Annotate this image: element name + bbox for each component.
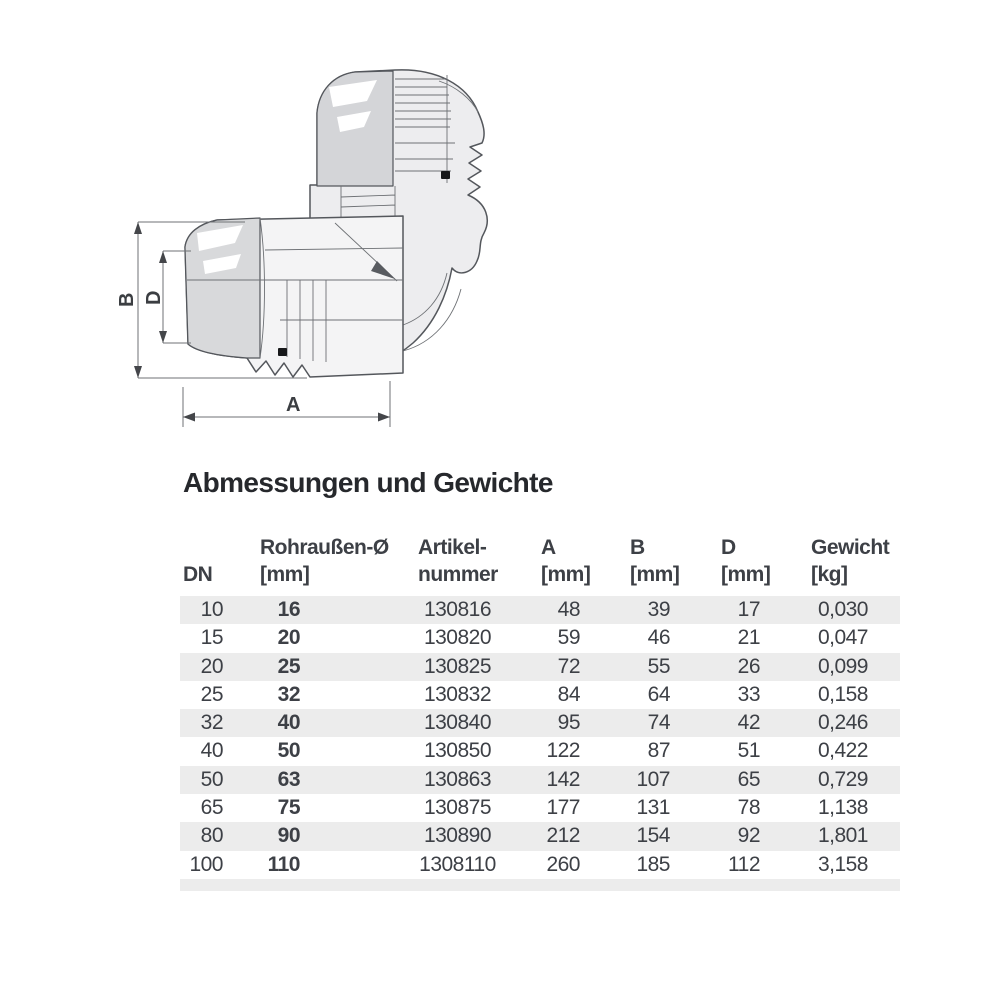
cell-dn: 25 (200, 682, 223, 706)
header-rohraussen (235, 534, 395, 588)
cell-artikelnummer: 130816 (423, 598, 492, 621)
cell-d: 33 (737, 682, 760, 706)
cell-dn: 20 (200, 654, 223, 678)
cell-a: 177 (546, 796, 580, 820)
cell-d: 112 (728, 852, 760, 876)
cell-rohraussen: 20 (277, 626, 300, 650)
cell-rohraussen: 32 (277, 682, 300, 706)
cell-rohraussen: 110 (267, 852, 300, 876)
cell-gewicht: 0,030 (817, 598, 868, 621)
header-dn (180, 534, 235, 588)
cell-dn: 15 (200, 626, 223, 650)
cell-artikelnummer: 130820 (423, 626, 492, 650)
cell-a: 95 (557, 711, 580, 735)
header-a (520, 534, 595, 588)
header-line1: Gewicht (811, 536, 890, 559)
cell-b: 107 (636, 767, 670, 791)
cell-gewicht: 0,729 (817, 767, 868, 791)
cell-dn: 40 (200, 739, 223, 763)
cell-b: 185 (636, 852, 670, 876)
cell-dn: 32 (200, 711, 223, 735)
o-ring-dot (441, 171, 450, 179)
table-row (180, 822, 900, 850)
table-row (180, 766, 900, 794)
cell-gewicht: 3,158 (817, 852, 868, 876)
header-b (595, 534, 685, 588)
cell-rohraussen: 90 (277, 824, 300, 848)
cell-d: 17 (737, 598, 760, 621)
cell-gewicht: 0,422 (817, 739, 868, 763)
table-row (180, 653, 900, 681)
cell-gewicht: 0,099 (817, 654, 868, 678)
header-artikelnummer (395, 534, 520, 588)
header-line2: [mm] (260, 563, 310, 586)
table-row (180, 737, 900, 765)
cell-a: 72 (557, 654, 580, 678)
table-body (180, 596, 900, 879)
cell-artikelnummer: 1308110 (419, 852, 496, 876)
cell-a: 84 (557, 682, 580, 706)
cell-d: 92 (737, 824, 760, 848)
table-footer-strip (180, 879, 900, 891)
lower-socket (185, 216, 403, 377)
table-row (180, 596, 900, 624)
table-row (180, 681, 900, 709)
dim-label-d: D (143, 291, 165, 305)
cell-rohraussen: 50 (277, 739, 300, 763)
table-row (180, 851, 900, 879)
header-d (685, 534, 775, 588)
cell-b: 64 (647, 682, 670, 706)
cell-d: 51 (737, 739, 760, 763)
cell-gewicht: 1,138 (817, 796, 868, 820)
dim-label-b: B (116, 293, 138, 307)
cell-a: 48 (557, 598, 580, 621)
cell-gewicht: 0,246 (817, 711, 868, 735)
cell-d: 21 (737, 626, 760, 650)
header-line1: Artikel- (418, 536, 487, 559)
cell-dn: 50 (200, 767, 223, 791)
cell-b: 46 (647, 626, 670, 650)
cell-b: 55 (647, 654, 670, 678)
cell-dn: 100 (189, 852, 223, 876)
cell-dn: 10 (200, 598, 223, 621)
header-gewicht (775, 534, 900, 588)
cell-dn: 65 (200, 796, 223, 820)
cell-gewicht: 0,047 (817, 626, 868, 650)
cell-artikelnummer: 130850 (423, 739, 492, 763)
cell-a: 142 (546, 767, 580, 791)
fitting-technical-drawing (95, 55, 535, 465)
cell-a: 260 (546, 852, 580, 876)
cell-d: 26 (737, 654, 760, 678)
cell-gewicht: 1,801 (817, 824, 868, 848)
header-line2: [mm] (630, 563, 680, 586)
dimensions-table (180, 534, 900, 891)
cell-b: 74 (647, 711, 670, 735)
cell-rohraussen: 75 (277, 796, 300, 820)
header-line1: D (721, 536, 736, 559)
cell-artikelnummer: 130863 (423, 767, 492, 791)
cell-d: 42 (737, 711, 760, 735)
o-ring-dot (278, 348, 287, 356)
cell-artikelnummer: 130840 (423, 711, 492, 735)
cell-rohraussen: 25 (277, 654, 300, 678)
cell-dn: 80 (200, 824, 223, 848)
header-line1: Rohraußen-Ø (260, 536, 389, 559)
cell-d: 65 (737, 767, 760, 791)
header-line1: B (630, 536, 645, 559)
header-line2: [mm] (721, 563, 771, 586)
cell-a: 122 (546, 739, 580, 763)
cell-rohraussen: 63 (277, 767, 300, 791)
table-row (180, 794, 900, 822)
cell-rohraussen: 40 (277, 711, 300, 735)
table-header (180, 534, 900, 588)
page-title: Abmessungen und Gewichte (183, 467, 553, 498)
header-line2: DN (183, 563, 213, 586)
table-row (180, 624, 900, 652)
header-line1 (183, 534, 235, 561)
cell-artikelnummer: 130825 (423, 654, 492, 678)
cell-gewicht: 0,158 (817, 682, 868, 706)
table-row (180, 709, 900, 737)
cell-b: 87 (647, 739, 670, 763)
cell-a: 59 (557, 626, 580, 650)
cell-artikelnummer: 130890 (423, 824, 492, 848)
header-line1: A (541, 536, 556, 559)
cell-rohraussen: 16 (277, 598, 300, 621)
header-line2: [mm] (541, 563, 591, 586)
header-line2: nummer (418, 563, 498, 586)
cell-b: 131 (636, 796, 670, 820)
cell-b: 154 (636, 824, 670, 848)
cell-artikelnummer: 130832 (423, 682, 492, 706)
cell-artikelnummer: 130875 (423, 796, 492, 820)
dim-label-a: A (286, 394, 300, 416)
cell-a: 212 (546, 824, 580, 848)
cell-b: 39 (647, 598, 670, 621)
header-line2: [kg] (811, 563, 848, 586)
cell-d: 78 (737, 796, 760, 820)
